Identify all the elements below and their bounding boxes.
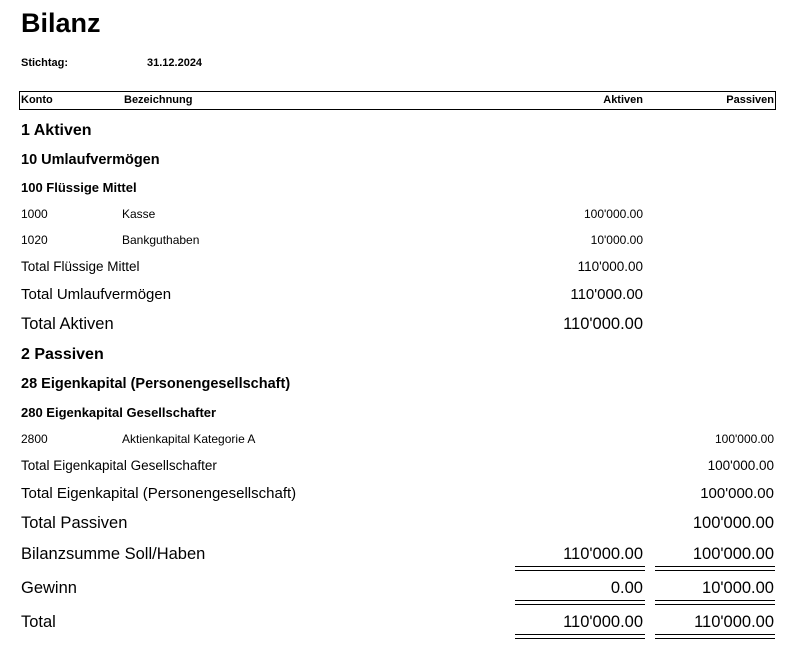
page-title: Bilanz	[21, 8, 101, 38]
subgroup-heading-eigenkapital-gesellschafter: 280 Eigenkapital Gesellschafter	[21, 405, 217, 420]
bilanzsumme-aktiven: 110'000.00	[563, 545, 643, 563]
account-number: 1000	[21, 207, 48, 221]
total-passiven-value: 100'000.00	[692, 514, 774, 532]
grand-total-aktiven: 110'000.00	[563, 613, 643, 631]
total-eigenkapital-gesellschafter-label: Total Eigenkapital Gesellschafter	[21, 458, 217, 473]
account-number: 2800	[21, 432, 48, 446]
gewinn-aktiven: 0.00	[610, 579, 643, 597]
double-underline	[655, 634, 775, 639]
gewinn-label: Gewinn	[21, 579, 77, 597]
total-passiven-label: Total Passiven	[21, 514, 128, 532]
account-description: Kasse	[122, 207, 156, 221]
double-underline	[515, 600, 645, 605]
column-header-aktiven: Aktiven	[603, 94, 643, 106]
column-header-passiven: Passiven	[726, 94, 774, 106]
total-umlaufvermoegen-value: 110'000.00	[570, 286, 643, 303]
group-heading-umlaufvermoegen: 10 Umlaufvermögen	[21, 152, 160, 168]
account-amount-aktiven: 10'000.00	[590, 233, 643, 247]
gewinn-passiven: 10'000.00	[702, 579, 774, 597]
subgroup-heading-fluessige-mittel: 100 Flüssige Mittel	[21, 180, 137, 195]
double-underline	[515, 566, 645, 571]
account-amount-aktiven: 100'000.00	[583, 207, 643, 221]
account-description: Bankguthaben	[122, 233, 200, 247]
grand-total-passiven: 110'000.00	[694, 613, 774, 631]
total-eigenkapital-value: 100'000.00	[700, 485, 774, 502]
total-fluessige-mittel-value: 110'000.00	[577, 259, 643, 274]
account-amount-passiven: 100'000.00	[714, 432, 774, 446]
total-eigenkapital-gesellschafter-value: 100'000.00	[707, 458, 774, 473]
group-heading-eigenkapital: 28 Eigenkapital (Personengesellschaft)	[21, 376, 291, 392]
total-eigenkapital-label: Total Eigenkapital (Personengesellschaft)	[21, 485, 297, 502]
bilanzsumme-passiven: 100'000.00	[692, 545, 774, 563]
stichtag-value: 31.12.2024	[147, 57, 203, 69]
column-header-bezeichnung: Bezeichnung	[124, 94, 193, 106]
column-header-konto: Konto	[21, 94, 53, 106]
total-aktiven-label: Total Aktiven	[21, 315, 114, 333]
section-heading-passiven: 2 Passiven	[21, 346, 104, 363]
account-number: 1020	[21, 233, 48, 247]
account-description: Aktienkapital Kategorie A	[122, 432, 256, 446]
total-aktiven-value: 110'000.00	[563, 315, 643, 333]
total-umlaufvermoegen-label: Total Umlaufvermögen	[21, 286, 172, 303]
double-underline	[655, 600, 775, 605]
double-underline	[655, 566, 775, 571]
double-underline	[515, 634, 645, 639]
section-heading-aktiven: 1 Aktiven	[21, 122, 92, 139]
grand-total-label: Total	[21, 613, 56, 631]
bilanzsumme-label: Bilanzsumme Soll/Haben	[21, 545, 206, 563]
stichtag-label: Stichtag:	[21, 57, 69, 69]
total-fluessige-mittel-label: Total Flüssige Mittel	[21, 259, 140, 274]
